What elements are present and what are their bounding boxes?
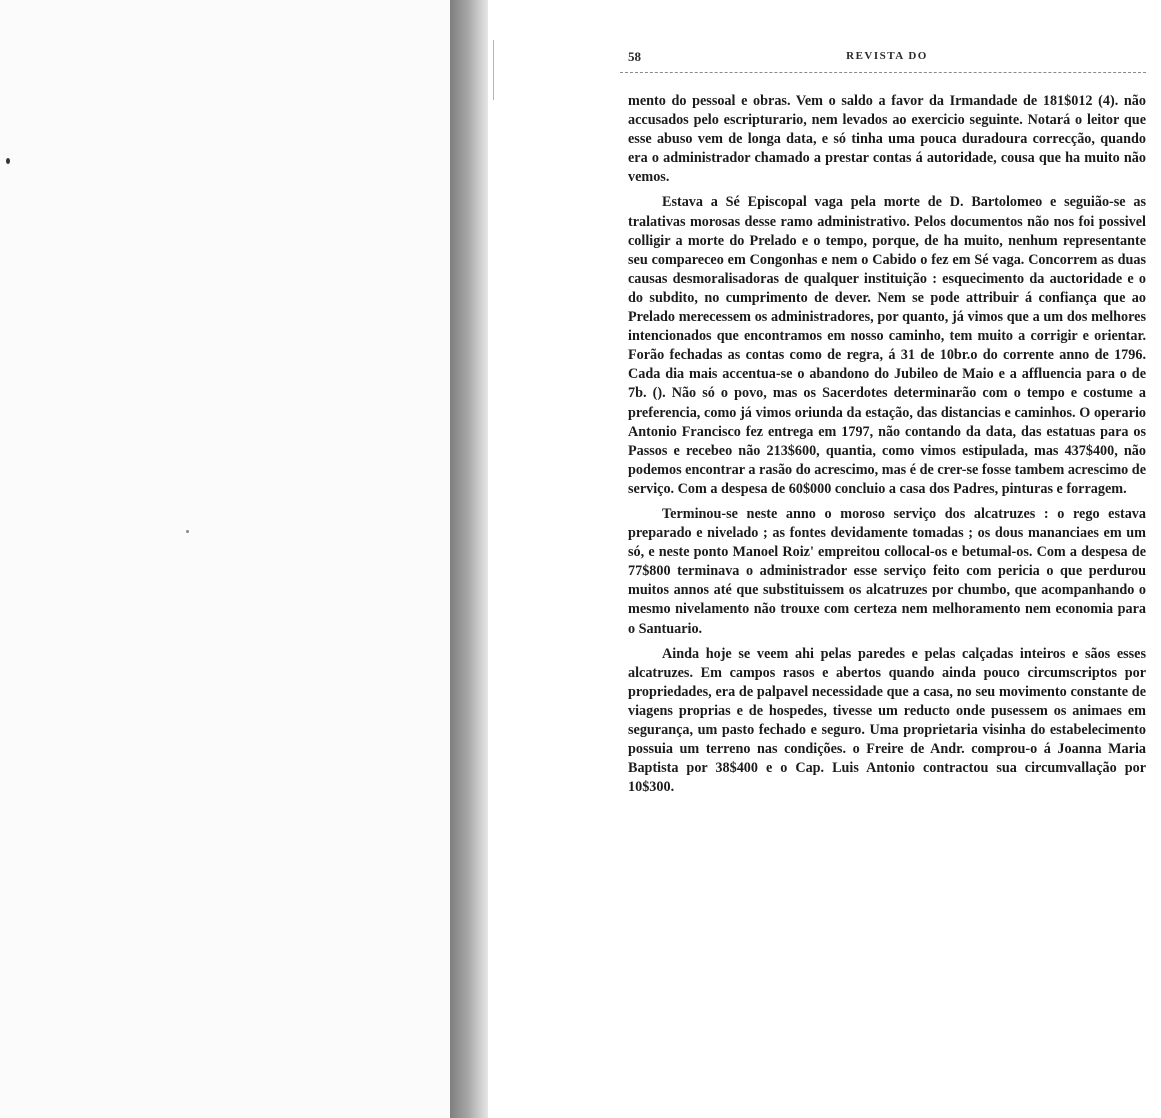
paragraph: Ainda hoje se veem ahi pelas paredes e pelas calçadas inteiros e sãos esses alcatruzes. Em campos rasos e abertos quando ainda pouco circumscriptos por propriedades, era de palpavel necessidade que a casa, no seu movimento constante de viagens proprias e de hospedes, tivesse um reducto onde pusessem os animaes em segurança, um pasto fechado e seguro. Uma proprietaria visinha do estabelecimento possuia um terreno nas condições. o Freire de Andr. comprou-o á Joanna Maria Baptista por 38$400 e o Cap. Luis Antonio contractou sua circumvallação por 10$300. [628, 645, 1146, 796]
running-title: REVISTA DO [846, 50, 928, 62]
left-page-blank [0, 0, 450, 1118]
scan-speck [186, 530, 189, 533]
paragraph: mento do pessoal e obras. Vem o saldo a favor da Irmandade de 181$012 (4). não accusados pelo escripturario, nem levados ao exercicio seguinte. Notará o leitor que esse abuso vem de longa data, e só tinha uma pouca duradoura correcção, quando era o administrador chamado a prestar contas á autoridade, cousa que ha muito não vemos. [628, 93, 1146, 186]
page-header [628, 49, 1146, 71]
book-gutter [450, 0, 488, 1118]
paragraph: Terminou-se neste anno o moroso serviço dos alcatruzes : o rego estava preparado e nivelado ; as fontes devidamente tomadas ; os dous mananciaes em um só, e neste ponto Manoel Roiz' empreitou collocal-os e betumal-os. Com a despesa de 77$800 terminava o administrador esse serviço feito com pericia o que perdurou muitos annos até que substituissem os alcatruzes por chumbo, que acompanhando o mesmo nivelamento não trouxe com certeza nem melhoramento nem economia para o Santuario. [628, 505, 1146, 637]
header-rule [620, 72, 1146, 73]
page-number: 58 [628, 49, 641, 64]
paragraph: Estava a Sé Episcopal vaga pela morte de D. Bartolomeo e seguião-se as tralativas morosas desse ramo administrativo. Pelos documentos não nos foi possivel colligir a morte do Prelado e o tempo, porque, de ha muito, nenhum representante seu compareceo em Congonhas e nem o Cabido o fez em Sé vaga. Concorrem as duas causas desmoralisadoras de qualquer instituição : esquecimento da auctoridade e o do subdito, no cumprimento de dever. Nem se pode attribuir á confiança que ao Prelado merecessem os administradores, por quanto, já vimos que a um dos melhores intencionados que encontramos em nosso caminho, tem muito a corrigir e orientar. Forão fechadas as contas como de regra, á 31 de 10br.o do corrente anno de 1796. Cada dia mais accentua-se o abandono do Jubileo de Maio e a affluencia para o de 7b. (). Não só o povo, mas os Sacerdotes determinarão com o tempo e costume a preferencia, como já vimos oriunda da estação, das distancias e caminhos. O operario Antonio Francisco fez entrega em 1797, não contando da data, das estatuas para os Passos e recebeo não 213$600, quantia, como vimos estipulada, mas 437$400, não podemos encontrar a rasão do acrescimo, mas é de crer-se fosse tambem acrescimo de serviço. Com a despesa de 60$000 concluio a casa dos Padres, pinturas e forragem. [628, 194, 1146, 497]
body-text [628, 92, 1146, 803]
scan-speck [6, 158, 10, 164]
